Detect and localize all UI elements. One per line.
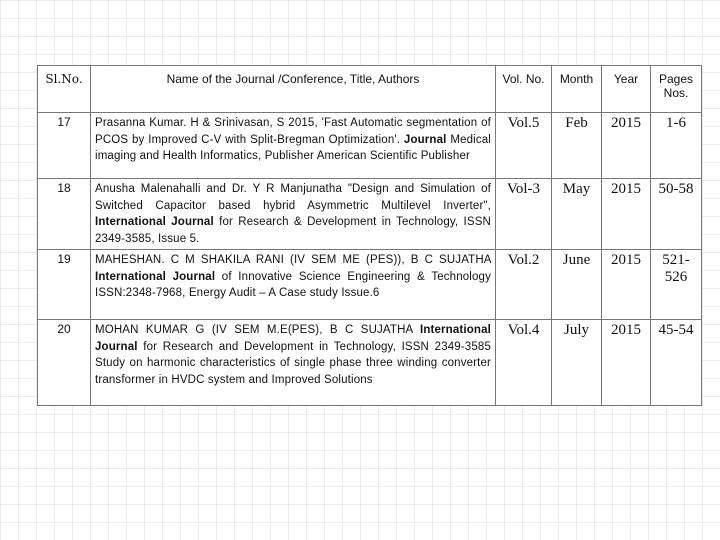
journal-publications-table — [37, 65, 702, 406]
sl-no-cell: 19 — [38, 250, 91, 320]
header-journal-name: Name of the Journal /Conference, Title, Authors — [91, 66, 496, 113]
journal-emphasis: International Journal — [95, 270, 216, 283]
month-cell: Feb — [552, 113, 602, 179]
table-row — [38, 179, 702, 250]
sl-no-cell: 20 — [38, 320, 91, 406]
description-text: for Research & Development in Technology, ISSN 2349-3585, Issue 5. — [95, 216, 491, 245]
journal-description-cell — [91, 113, 496, 179]
pages-cell: 45-54 — [651, 320, 702, 406]
description-text: of Innovative Science Engineering & Technology ISSN:2348-7968, Energy Audit – A Case study Issue.6 — [95, 270, 491, 299]
journal-description-cell — [91, 179, 496, 250]
month-cell: June — [552, 250, 602, 320]
pages-cell: 521-526 — [651, 250, 702, 320]
year-cell: 2015 — [602, 250, 651, 320]
table-row — [38, 250, 702, 320]
journal-emphasis: International Journal — [95, 324, 491, 353]
description-text: MAHESHAN. C M SHAKILA RANI (IV SEM ME (PES)), B C SUJATHA — [95, 254, 491, 266]
description-text: Medical imaging and Health Informatics, Publisher American Scientific Publisher — [95, 133, 491, 162]
month-cell: July — [552, 320, 602, 406]
pages-cell: 50-58 — [651, 179, 702, 250]
header-row — [38, 66, 702, 113]
journal-emphasis: Journal — [403, 133, 447, 146]
description-text: Prasanna Kumar. H & Srinivasan, S 2015, 'Fast Automatic segmentation of PCOS by Improved C-V with Split-Bregman Optimization'. — [95, 117, 491, 146]
year-cell: 2015 — [602, 113, 651, 179]
header-sl-no: Sl.No. — [38, 66, 91, 113]
volume-cell: Vol.2 — [496, 250, 552, 320]
journal-emphasis: International Journal — [95, 216, 214, 228]
year-cell: 2015 — [602, 320, 651, 406]
header-pages: Pages Nos. — [651, 66, 702, 113]
volume-cell: Vol-3 — [496, 179, 552, 250]
volume-cell: Vol.4 — [496, 320, 552, 406]
pages-cell: 1-6 — [651, 113, 702, 179]
year-cell: 2015 — [602, 179, 651, 250]
table-row — [38, 320, 702, 406]
description-text: for Research and Development in Technology, ISSN 2349-3585 Study on harmonic characteristics of single phase three winding converter transformer in HVDC system and Improved Solutions — [95, 340, 491, 386]
header-year: Year — [602, 66, 651, 113]
journal-description-cell — [91, 320, 496, 406]
sl-no-cell: 17 — [38, 113, 91, 179]
volume-cell: Vol.5 — [496, 113, 552, 179]
table-row — [38, 113, 702, 179]
header-vol-no: Vol. No. — [496, 66, 552, 113]
description-text: MOHAN KUMAR G (IV SEM M.E(PES), B C SUJATHA — [95, 324, 413, 336]
description-text: Anusha Malenahalli and Dr. Y R Manjunatha "Design and Simulation of Switched Capacitor based hybrid Asymmetric Multilevel Inverter", — [95, 183, 491, 212]
journal-description-cell — [91, 250, 496, 320]
header-month: Month — [552, 66, 602, 113]
sl-no-cell: 18 — [38, 179, 91, 250]
month-cell: May — [552, 179, 602, 250]
